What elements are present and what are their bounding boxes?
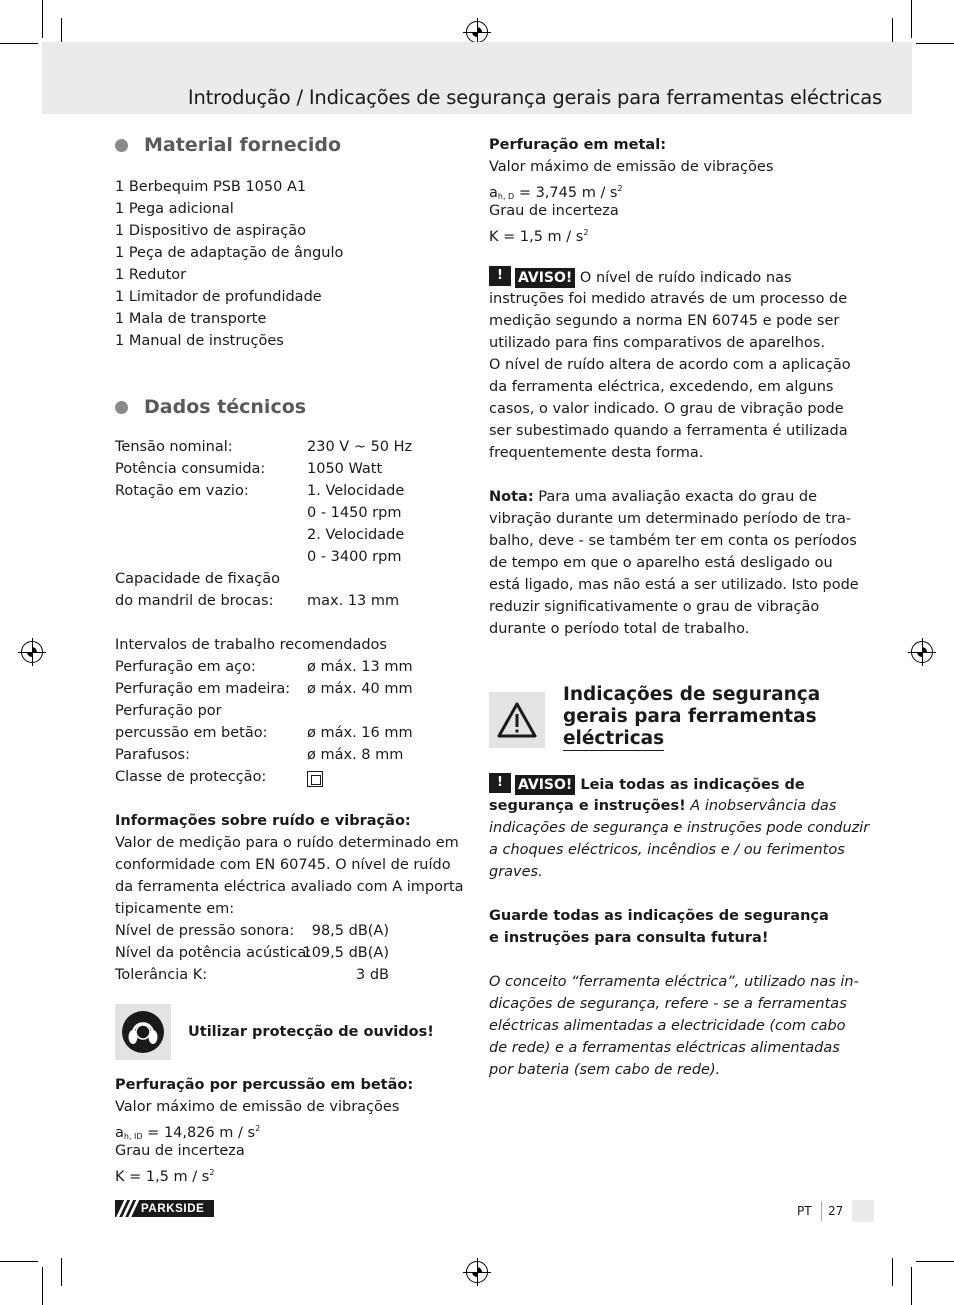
text-line: instruções foi medido através de um processo de: [489, 291, 848, 307]
concept-text: [489, 971, 859, 1081]
text-line: conformidade com EN 60745. O nível de ruído: [115, 857, 451, 873]
keep-instructions: [489, 905, 841, 949]
registration-mark-icon: [466, 1261, 488, 1283]
protection-class-row: Classe de protecção:: [115, 766, 450, 788]
crop-mark: [911, 1267, 912, 1305]
page-number-block: [797, 1200, 874, 1222]
bullet-icon: [115, 401, 128, 414]
percussion-title: Perfuração por percussão em betão:: [115, 1077, 414, 1093]
list-item: 1 Peça de adaptação de ângulo: [115, 245, 344, 261]
registration-mark-icon: [21, 641, 43, 663]
protection-class-ii-icon: [307, 766, 323, 788]
crop-mark: [42, 1267, 43, 1305]
spec-row: 0 - 1450 rpm: [307, 505, 402, 521]
interval-row: Parafusos: ø máx. 8 mm: [115, 747, 404, 763]
aviso-read-first: !AVISO! Leia todas as indicações de: [489, 773, 841, 795]
percussion-a-value: $a_{h, ID} = 14,826$ m / $s^2$: [115, 1124, 261, 1141]
percussion-k-value: K = 1,5 m / $s^2$: [115, 1168, 215, 1185]
text-line: O conceito “ferramenta eléctrica”, utilizado nas in-: [489, 974, 859, 990]
noise-row: Nível de pressão sonora: 98,5 dB(A): [115, 923, 389, 939]
spec-row: Potência consumida: 1050 Watt: [115, 461, 383, 477]
text-line: dicações de segurança, refere - se a ferramentas: [489, 996, 847, 1012]
section-heading-dados: Dados técnicos: [115, 392, 450, 422]
text-line: utilizado para fins comparativos de aparelhos.: [489, 335, 825, 351]
safety-section-heading: [489, 684, 841, 751]
text-line: da ferramenta eléctrica, excedendo, em alguns: [489, 379, 834, 395]
warning-triangle-icon: [489, 773, 511, 793]
spec-table: [115, 436, 450, 612]
noise-row: Tolerância K: 3 dB: [115, 967, 389, 983]
crop-mark: [0, 1261, 38, 1262]
crop-mark: [892, 1258, 893, 1286]
material-list: [115, 176, 450, 352]
spec-row: 2. Velocidade: [307, 527, 405, 543]
page-tab: [852, 1200, 874, 1222]
interval-row: Perfuração em aço: ø máx. 13 mm: [115, 659, 413, 675]
spec-row: Tensão nominal: 230 V ~ 50 Hz: [115, 439, 413, 455]
text-line: Guarde todas as indicações de segurança: [489, 908, 829, 924]
text-line: reduzir significativamente o grau de vibração: [489, 599, 820, 615]
left-column: Material fornecido 1 Berbequim PSB 1050 A1 1 Pega adicional 1 Dispositivo de aspiração 1 Peça de adaptação de ângulo 1 Redutor 1 Limitador de profundidade 1 Mala de transporte 1 Manual de instruções Dados técnicos Tensão nominal: 230 V ~ 50 Hz Potência consumida: 1050 Watt Rotação em vazio: 1. Velocidade 0 - 1450 rpm 2. Velocidade 0 - 3400 rpm Capacidade de fixação do mandril de brocas: max. 13 mm Intervalos de trabalho recomendados Perfuração em aço: ø máx. 13 mm Perfuração em madeira: ø máx. 40 mm Perfuração por percussão em betão: ø máx. 16 mm Parafusos: ø máx. 8 mm Classe de protecção: Informações sobre ruído e vibração: Valor de medição para o ruído determinado em conformidade com EN 60745. O nível de ruído da ferramenta eléctrica avaliado com A importa tipicamente em: Nível de pressão sonora: 98,5 dB(A) Nível da potência acústica: 109,5 dB(A) Tolerância K: 3 dB Utilizar protecção de ouvidos! Perfuração por percussão em betão: Valor máximo de emissão de vibrações $a_{h, ID} = 14,826$ m / $s^2$ Grau de incerteza K = 1,5 m / $s^2$: [115, 130, 450, 1184]
metal-a-value: $a_{h, D} = 3,745$ m / $s^2$: [489, 184, 623, 201]
text-line: tipicamente em:: [115, 901, 235, 917]
text-line: medição segundo a norma EN 60745 e pode ser: [489, 313, 840, 329]
text-line: a choques eléctricos, incêndios e / ou ferimentos: [489, 842, 845, 858]
aviso-badge: AVISO!: [515, 268, 575, 288]
text-line: por bateria (sem cabo de rede).: [489, 1062, 721, 1078]
text-line: frequentemente desta forma.: [489, 445, 704, 461]
text-line: Valor de medição para o ruído determinado em: [115, 835, 459, 851]
crop-mark: [61, 1258, 62, 1286]
metal-k-value: K = 1,5 m / $s^2$: [489, 228, 589, 245]
interval-table: [115, 656, 450, 766]
aviso-badge: AVISO!: [515, 775, 575, 795]
text-line: indicações de segurança e instruções pode conduzir: [489, 820, 870, 836]
divider: [821, 1201, 822, 1221]
interval-row: Perfuração por: [115, 703, 222, 719]
text-line: balho, deve - se também ter em conta os períodos: [489, 533, 857, 549]
list-item: 1 Mala de transporte: [115, 311, 267, 327]
aviso-noise-first: !AVISO! O nível de ruído indicado nas: [489, 266, 841, 288]
list-item: 1 Berbequim PSB 1050 A1: [115, 179, 307, 195]
page-number: 27: [828, 1204, 844, 1218]
warning-triangle-icon: [489, 692, 545, 748]
list-item: 1 Redutor: [115, 267, 187, 283]
ear-protection-icon: [115, 1004, 171, 1060]
text-line: graves.: [489, 864, 543, 880]
spec-row: Capacidade de fixação: [115, 571, 280, 587]
language-code: PT: [797, 1204, 812, 1218]
crop-mark: [916, 1261, 954, 1262]
ear-protection-notice: Utilizar protecção de ouvidos!: [115, 1004, 450, 1060]
aviso-noise-text: [489, 288, 851, 464]
noise-text: [115, 832, 464, 920]
noise-title: Informações sobre ruído e vibração:: [115, 813, 411, 829]
text-line: eléctricas alimentadas a electricidade (com cabo: [489, 1018, 846, 1034]
list-item: 1 Manual de instruções: [115, 333, 284, 349]
page-title: Introdução / Indicações de segurança gerais para ferramentas eléctricas: [187, 86, 882, 109]
text-line: de rede) e a ferramentas eléctricas alimentadas: [489, 1040, 840, 1056]
aviso-read-text: [489, 817, 870, 883]
registration-mark-icon: [911, 641, 933, 663]
spec-row: Rotação em vazio: 1. Velocidade: [115, 483, 405, 499]
section-heading-material: Material fornecido: [115, 130, 450, 160]
crop-mark: [42, 0, 43, 38]
list-item: 1 Limitador de profundidade: [115, 289, 322, 305]
nota-text: [489, 508, 859, 640]
text-line: ser subestimado quando a ferramenta é utilizada: [489, 423, 848, 439]
spec-row: 0 - 3400 rpm: [307, 549, 402, 565]
aviso-read-second: segurança e instruções! A inobservância das: [489, 798, 837, 814]
list-item: 1 Dispositivo de aspiração: [115, 223, 306, 239]
crop-mark: [916, 43, 954, 44]
interval-row: percussão em betão: ø máx. 16 mm: [115, 725, 413, 741]
text-line: casos, o valor indicado. O grau de vibração pode: [489, 401, 844, 417]
logo-stripes-icon: [115, 1200, 141, 1217]
registration-mark-icon: [466, 21, 488, 43]
intervals-title: Intervalos de trabalho recomendados: [115, 637, 387, 653]
interval-row: Perfuração em madeira: ø máx. 40 mm: [115, 681, 413, 697]
safety-title: Indicações de segurança gerais para ferramentas eléctricas: [563, 684, 821, 749]
noise-table: [115, 920, 450, 986]
text-line: e instruções para consulta futura!: [489, 930, 769, 946]
text-line: O nível de ruído altera de acordo com a aplicação: [489, 357, 851, 373]
metal-title: Perfuração em metal:: [489, 137, 666, 153]
text-line: durante o período total de trabalho.: [489, 621, 750, 637]
text-line: está ligado, mas não está a ser utilizado. Isto pode: [489, 577, 859, 593]
noise-row: Nível da potência acústica: 109,5 dB(A): [115, 945, 389, 961]
text-line: de tempo em que o aparelho está desligado ou: [489, 555, 833, 571]
bullet-icon: [115, 139, 128, 152]
right-column: Perfuração em metal: Valor máximo de emissão de vibrações $a_{h, D} = 3,745$ m / $s^2$ Grau de incerteza K = 1,5 m / $s^2$ !AVISO! O nível de ruído indicado nas instruções foi medido através de um processo de medição segundo a norma EN 60745 e pode ser utilizado para fins comparativos de aparelhos. O nível de ruído altera de acordo com a aplicação da ferramenta eléctrica, excedendo, em alguns casos, o valor indicado. O grau de vibração pode ser subestimado quando a ferramenta é utilizada frequentemente desta forma. Nota: Para uma avaliação exacta do grau de vibração durante um determinado período de tra- balho, deve - se também ter em conta os períodos de tempo em que o aparelho está desligado ou está ligado, mas não está a ser utilizado. Isto pode reduzir significativamente o grau de vibração durante o período total de trabalho. Indicações de segurança gerais para ferramentas eléctricas !AVISO! Leia todas as indicações de segurança e instruções! A inobservância das indicações de segurança e instruções pode conduzir a choques eléctricos, incêndios e / ou ferimentos graves. Guarde todas as indicações de segurança e instruções para consulta futura! O conceito “ferramenta eléctrica”, utilizado nas in- dicações de segurança, refere - se a ferramentas eléctricas alimentadas a electricidade (com cabo de rede) e a ferramentas eléctricas alimentadas por bateria (sem cabo de rede).: [489, 134, 841, 1081]
spec-row: do mandril de brocas: max. 13 mm: [115, 593, 400, 609]
text-line: vibração durante um determinado período de tra-: [489, 511, 852, 527]
crop-mark: [0, 43, 38, 44]
text-line: da ferramenta eléctrica avaliado com A importa: [115, 879, 464, 895]
parkside-logo: PARKSIDE: [115, 1200, 214, 1217]
warning-triangle-icon: [489, 266, 511, 286]
list-item: 1 Pega adicional: [115, 201, 234, 217]
nota-first: Nota: Para uma avaliação exacta do grau de: [489, 489, 818, 505]
crop-mark: [911, 0, 912, 38]
